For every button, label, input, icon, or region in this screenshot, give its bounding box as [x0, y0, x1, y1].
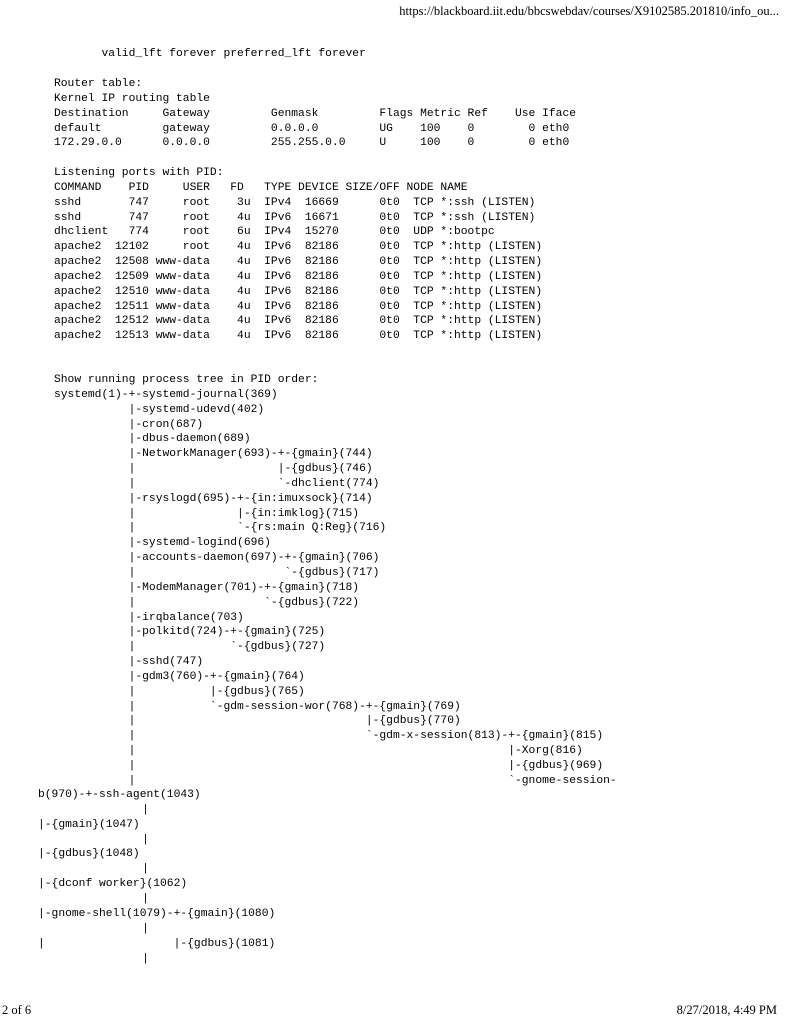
ports-row: sshd 747 root 3u IPv4 16669 0t0 TCP *:ssh (LISTEN) [54, 196, 536, 209]
process-tree-line: | `-gnome-session- [54, 774, 617, 787]
process-tree-wrapped-line: b(970)-+-ssh-agent(1043) [38, 789, 201, 801]
process-tree-line: |-cron(687) [54, 418, 204, 431]
process-tree [54, 373, 617, 789]
process-tree-line: | |-{gdbus}(765) [54, 685, 305, 698]
process-tree-wrapped-line: |-{dconf worker}(1062) [38, 878, 188, 890]
process-tree-wrapped-line: | [54, 863, 149, 875]
page-url-header: https://blackboard.iit.edu/bbcswebdav/courses/X9102585.201810/info_ou... [399, 4, 779, 18]
ports-heading: Listening ports with PID: [54, 167, 224, 179]
ports-row: apache2 12511 www-data 4u IPv6 82186 0t0 TCP *:http (LISTEN) [54, 300, 543, 313]
process-tree-line: | `-{gdbus}(722) [54, 596, 360, 609]
ports-row: apache2 12513 www-data 4u IPv6 82186 0t0 TCP *:http (LISTEN) [54, 330, 543, 343]
router-subheading: Kernel IP routing table [54, 92, 210, 105]
ports-row: dhclient 774 root 6u IPv4 15270 0t0 UDP *:bootpc [54, 226, 495, 239]
process-tree-wrapped-line: | [54, 923, 149, 935]
process-tree-line: | `-gdm-session-wor(768)-+-{gmain}(769) [54, 700, 461, 713]
process-tree-line: |-dbus-daemon(689) [54, 433, 251, 446]
process-tree-line: |-irqbalance(703) [54, 611, 244, 624]
ports-column-header: COMMAND PID USER FD TYPE DEVICE SIZE/OFF NODE NAME [54, 181, 468, 194]
router-row: 172.29.0.0 0.0.0.0 255.255.0.0 U 100 0 0 eth0 [54, 137, 570, 150]
router-table [54, 77, 576, 151]
process-tree-line: |-ModemManager(701)-+-{gmain}(718) [54, 581, 360, 594]
process-tree-line: | `-{rs:main Q:Reg}(716) [54, 522, 387, 535]
process-tree-line: | |-{gdbus}(746) [54, 463, 373, 476]
process-tree-line: |-sshd(747) [54, 656, 204, 669]
process-tree-line: | `-{gdbus}(717) [54, 566, 380, 579]
router-row: default gateway 0.0.0.0 UG 100 0 0 eth0 [54, 122, 570, 135]
process-tree-heading: Show running process tree in PID order: [54, 374, 319, 386]
process-tree-line: | `-{gdbus}(727) [54, 641, 326, 654]
process-tree-line: | |-{gdbus}(770) [54, 715, 461, 728]
ports-row: apache2 12512 www-data 4u IPv6 82186 0t0 TCP *:http (LISTEN) [54, 315, 543, 328]
process-tree-line: | |-{gdbus}(969) [54, 759, 604, 772]
process-tree-line: |-accounts-daemon(697)-+-{gmain}(706) [54, 552, 380, 565]
process-tree-wrapped-line: | |-{gdbus}(1081) [38, 938, 276, 950]
process-tree-wrapped-line: | [54, 953, 149, 965]
process-tree-line: | |-{in:imklog}(715) [54, 507, 360, 520]
ports-row: sshd 747 root 4u IPv6 16671 0t0 TCP *:ssh (LISTEN) [54, 211, 536, 224]
ports-row: apache2 12102 root 4u IPv6 82186 0t0 TCP *:http (LISTEN) [54, 241, 543, 254]
process-tree-wrapped-line: |-{gmain}(1047) [38, 819, 140, 831]
process-tree-line: | `-gdm-x-session(813)-+-{gmain}(815) [54, 730, 604, 743]
process-tree-wrapped-line: | [54, 834, 149, 846]
page-number: 2 of 6 [2, 1003, 32, 1017]
process-tree-line: | `-dhclient(774) [54, 477, 380, 490]
ip-lft-line: valid_lft forever preferred_lft forever [54, 48, 366, 60]
print-datetime: 8/27/2018, 4:49 PM [676, 1003, 777, 1017]
process-tree-line: |-polkitd(724)-+-{gmain}(725) [54, 626, 326, 639]
router-heading: Router table: [54, 78, 143, 90]
process-tree-line: |-systemd-udevd(402) [54, 403, 265, 416]
process-tree-wrapped-line: | [54, 804, 149, 816]
process-tree-line: |-NetworkManager(693)-+-{gmain}(744) [54, 448, 373, 461]
process-tree-wrapped-line: |-gnome-shell(1079)-+-{gmain}(1080) [38, 908, 276, 920]
ports-row: apache2 12510 www-data 4u IPv6 82186 0t0 TCP *:http (LISTEN) [54, 285, 543, 298]
process-tree-wrapped-line: |-{gdbus}(1048) [38, 848, 140, 860]
process-tree-line: | |-Xorg(816) [54, 745, 583, 758]
listening-ports-table [54, 166, 542, 344]
process-tree-wrapped-line: | [54, 893, 149, 905]
process-tree-line: |-systemd-logind(696) [54, 537, 271, 550]
process-tree-line: |-rsyslogd(695)-+-{in:imuxsock}(714) [54, 492, 373, 505]
ports-row: apache2 12509 www-data 4u IPv6 82186 0t0 TCP *:http (LISTEN) [54, 270, 543, 283]
process-tree-line: |-gdm3(760)-+-{gmain}(764) [54, 670, 305, 683]
ports-row: apache2 12508 www-data 4u IPv6 82186 0t0 TCP *:http (LISTEN) [54, 256, 543, 269]
router-column-header: Destination Gateway Genmask Flags Metric Ref Use Iface [54, 107, 577, 120]
process-tree-line: systemd(1)-+-systemd-journal(369) [54, 388, 278, 401]
